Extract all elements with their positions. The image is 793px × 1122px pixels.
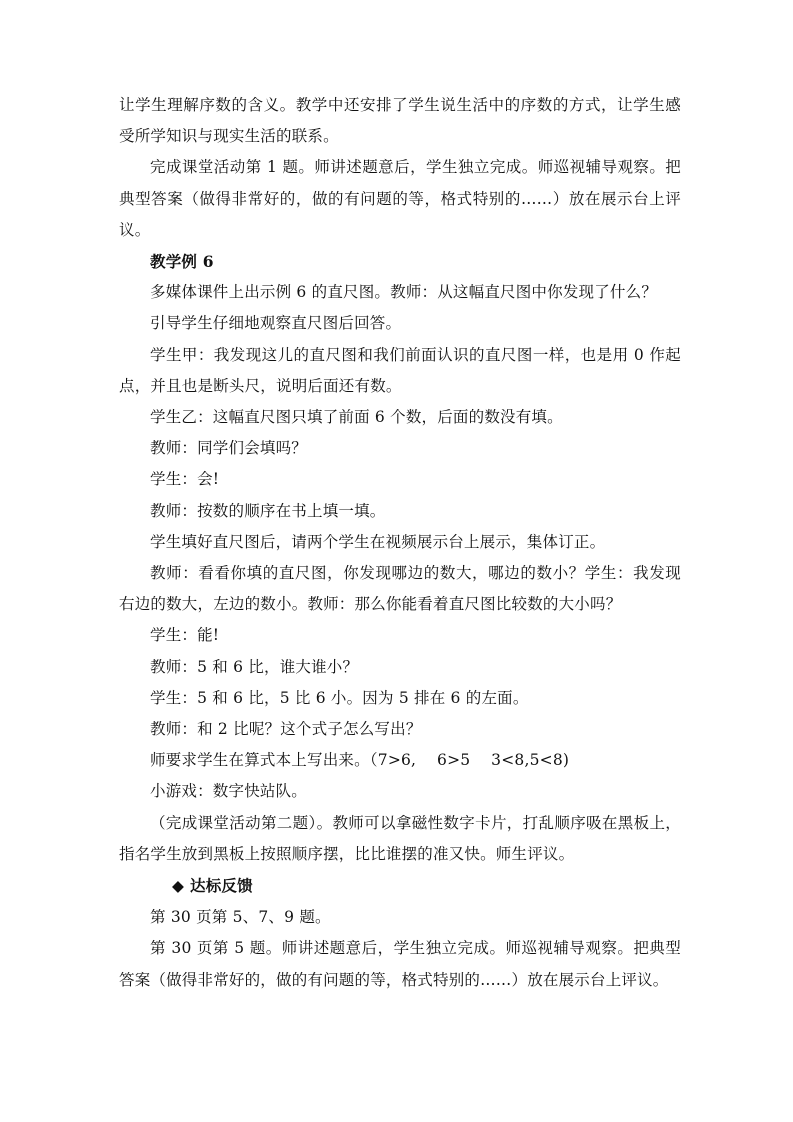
paragraph-page-30-exercises: 第 30 页第 5、7、9 题。	[150, 908, 331, 927]
paragraph-student-can: 学生：能!	[150, 626, 220, 645]
paragraph-page-30-exercise-5: 第 30 页第 5 题。师讲述题意后，学生独立完成。师巡视辅导观察。把典型答案（做得非常好的，做的有问题的等，格式特别的……）放在展示台上评议。	[119, 939, 681, 989]
paragraph-class-activity-1: 完成课堂活动第 1 题。师讲述题意后，学生独立完成。师巡视辅导观察。把典型答案（做得非常好的，做的有问题的等，格式特别的……）放在展示台上评议。	[119, 158, 681, 239]
paragraph-student-yes: 学生：会!	[150, 470, 220, 489]
paragraph-teacher-fill-order: 教师：按数的顺序在书上填一填。	[150, 501, 386, 520]
paragraph-ordinal-meaning: 让学生理解序数的含义。教学中还安排了学生说生活中的序数的方式，让学生感受所学知识与现实生活的联系。	[119, 96, 681, 146]
paragraph-teacher-5-and-6: 教师：5 和 6 比，谁大谁小？	[150, 657, 359, 676]
paragraph-teacher-compare-2: 教师：和 2 比呢？这个式子怎么写出？	[150, 720, 422, 739]
paragraph-class-activity-2: （完成课堂活动第二题）。教师可以拿磁性数字卡片，打乱顺序吸在黑板上，指名学生放到黑板上按照顺序摆，比比谁摆的准又快。师生评议。	[119, 813, 681, 863]
paragraph-write-expressions: 师要求学生在算式本上写出来。（7>6, 6>5 3<8,5<8)	[150, 751, 570, 770]
paragraph-guide-students: 引导学生仔细地观察直尺图后回答。	[150, 314, 402, 333]
paragraph-students-present: 学生填好直尺图后，请两个学生在视频展示台上展示，集体订正。	[150, 532, 606, 551]
paragraph-student-5-less-than-6: 学生：5 和 6 比，5 比 6 小。因为 5 排在 6 的左面。	[150, 688, 529, 707]
diamond-bullet-icon: ◆	[172, 877, 185, 896]
feedback-heading-label: 达标反馈	[190, 876, 253, 896]
paragraph-mini-game: 小游戏：数字快站队。	[150, 782, 308, 801]
document-body	[119, 90, 681, 996]
paragraph-student-b: 学生乙：这幅直尺图只填了前面 6 个数，后面的数没有填。	[150, 408, 563, 427]
paragraph-compare-sides: 教师：看看你填的直尺图，你发现哪边的数大，哪边的数小？学生：我发现右边的数大，左边的数小。教师：那么你能看着直尺图比较数的大小吗？	[119, 564, 681, 614]
paragraph-show-ruler: 多媒体课件上出示例 6 的直尺图。教师：从这幅直尺图中你发现了什么？	[150, 283, 658, 302]
paragraph-student-a: 学生甲：我发现这儿的直尺图和我们前面认识的直尺图一样，也是用 0 作起点，并且也是断头尺，说明后面还有数。	[119, 345, 681, 395]
paragraph-teacher-can-fill: 教师：同学们会填吗？	[150, 439, 308, 458]
section-heading-example-6: 教学例 6	[150, 252, 214, 272]
section-heading-feedback	[119, 870, 681, 902]
